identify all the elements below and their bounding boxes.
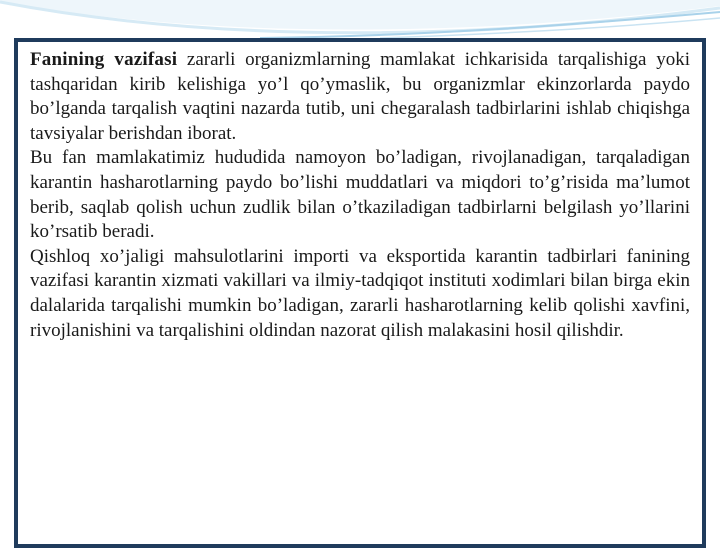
paragraph-1-lead: Fanining vazifasi xyxy=(30,49,178,70)
text-body xyxy=(30,48,690,343)
paragraph-3 xyxy=(30,245,690,343)
paragraph-1 xyxy=(30,48,690,146)
paragraph-2-text: Bu fan mamlakatimiz hududida namoyon bo’ladigan, rivojlanadigan, tarqaladigan karantin hasharotlarning paydo bo’lishi muddatlari va miqdori to’g’risida ma’lumot berib, saqlab qolish uchun zudlik bilan o’tkaziladigan tadbirlarni belgilash yo’llarini ko’rsatib beradi. xyxy=(30,147,690,243)
paragraph-1-text: zararli organizmlarning mamlakat ichkarisida tarqalishiga yoki tashqaridan kirib kelishiga yo’l qo’ymaslik, bu organizmlar ekinzorlarda paydo bo’lganda tarqalish vaqtini nazarda tutib, uni chegaralash tadbirlarini ishlab chiqishga tavsiyalar berishdan iborat. xyxy=(30,49,690,144)
paragraph-3-text: Qishloq xo’jaligi mahsulotlarini importi va eksportida karantin tadbirlari fanining vazifasi karantin xizmati vakillari va ilmiy-tadqiqot instituti xodimlari bilan birga ekin dalalarida tarqalishi mumkin bo’ladigan, zararli hasharotlarning kelib qolishi xavfini, rivojlanishini va tarqalishini oldindan nazorat qilish malakasini hosil qilishdir. xyxy=(30,245,690,341)
paragraph-2 xyxy=(30,146,690,244)
content-frame xyxy=(14,38,706,548)
